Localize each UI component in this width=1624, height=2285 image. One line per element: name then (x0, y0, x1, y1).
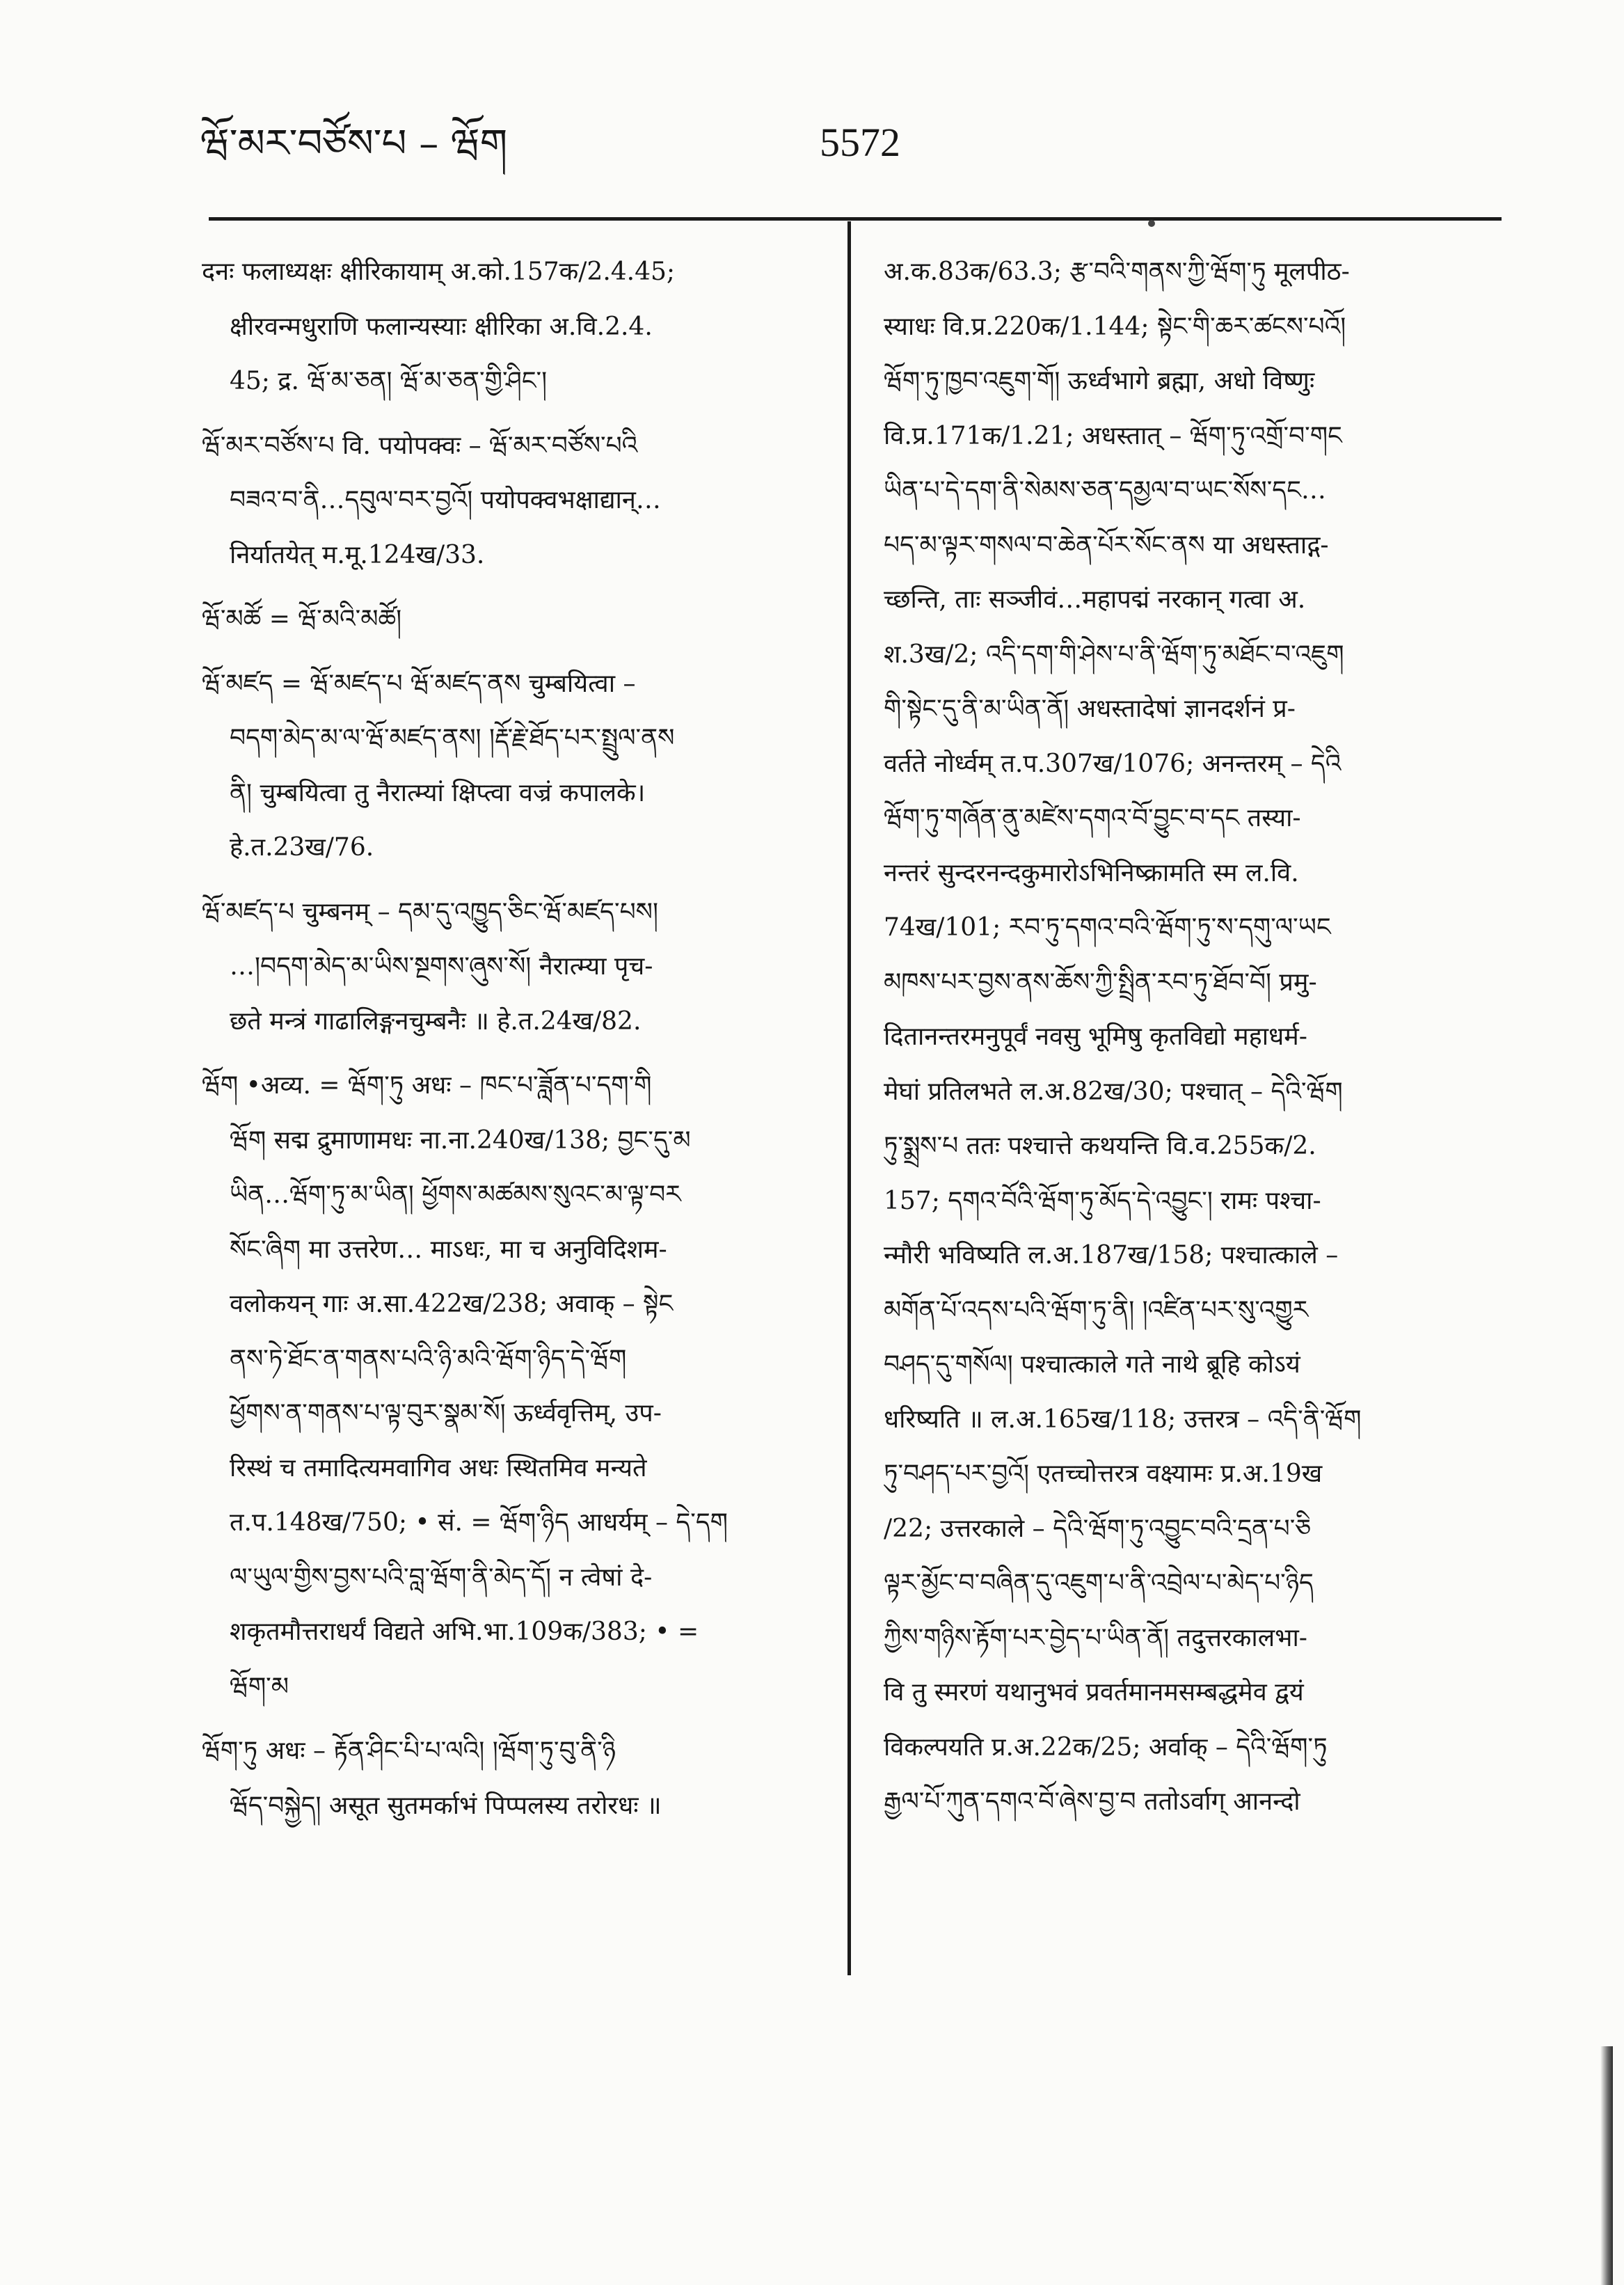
dictionary-entry (202, 1724, 828, 1833)
text-line: /22; उत्तरकाले – དེའི་ཝོག་ཏུ་འབྱུང་བའི་དྲན་པ་ཅི (884, 1514, 1312, 1543)
entry-line: निर्यातयेत् म.मू.124ख/33. (230, 540, 485, 569)
dictionary-entry (202, 245, 828, 409)
entry-line: त.प.148ख/750; • सं. = ཝོག་ཉིད आधर्यम् – དེ་དག (230, 1508, 729, 1537)
entry-line: रिस्थं च तमादित्यमवागिव अधः स्थितमिव मन्यते (230, 1453, 647, 1483)
column-divider (847, 221, 851, 1975)
header-rule (209, 217, 1502, 221)
entry-line: हे.त.23ख/76. (230, 833, 374, 862)
text-line: धरिष्यति ॥ ल.अ.165ख/118; उत्तरत्र – འདི་ནི་ཝོག (884, 1405, 1362, 1434)
text-line: 157; དགའ་བོའི་ཝོག་ཏུ་མོད་དེ་འབྱུང་། रामः पश्चा- (884, 1186, 1321, 1215)
text-line: མཁས་པར་བྱས་ནས་ཆོས་ཀྱི་སྤྲིན་རབ་ཏུ་ཐོབ་བོ། प्रमु- (884, 967, 1317, 997)
text-line: वि.प्र.171क/1.21; अधस्तात् – ཝོག་ཏུ་འགྲོ་བ་གང (884, 421, 1342, 450)
text-line: अ.क.83क/63.3; རྩ་བའི་གནས་ཀྱི་ཝོག་ཏུ मूलपीठ- (884, 258, 1350, 286)
text-line: རྒྱལ་པོ་ཀུན་དགའ་བོ་ཞེས་བྱ་བ ततोऽर्वाग् आनन्दो (884, 1787, 1300, 1816)
text-line: च्छन्ति, ताः सञ्जीवं…महापद्मं नरकान् गत्वा अ. (884, 585, 1306, 614)
text-line: श.3ख/2; འདི་དག་གི་ཤེས་པ་ནི་ཝོག་ཏུ་མཐོང་བ་འཇུག (884, 640, 1344, 669)
text-line: ལྟར་མྱོང་བ་བཞིན་དུ་འཇུག་པ་ནི་འབྲེལ་པ་མེད་པ་ཉིད (884, 1569, 1314, 1597)
entry-line: ལ་ཡུལ་གྱིས་བྱས་པའི་བླ་ཝོག་ནི་མེད་དོ། न त्वेषां दे- (230, 1563, 653, 1592)
entry-headline: ཝོག •अव्य. = ཝོག་ཏུ अधः – ཁང་པ་ཟློན་པ་དག་གི (202, 1071, 652, 1100)
text-line: न्मौरी भविष्यति ल.अ.187ख/158; पश्चात्काले – (884, 1241, 1339, 1270)
entry-line: छते मन्त्रं गाढालिङ्गनचुम्बनैः ॥ हे.त.24ख/82. (230, 1006, 642, 1036)
page-number: 5572 (820, 120, 900, 165)
entry-line: ཝོད་བསྐྱེད། असूत सुतमर्काभं पिप्पलस्य तरोरधः ॥ (230, 1791, 662, 1820)
entry-headline: ཝོག་ཏུ अधः – རྟོན་ཤིང་པི་པ་ལའི། །ཝོག་ཏུ་བུ་ནི་ཉི (202, 1737, 616, 1765)
text-line: विकल्पयति प्र.अ.22क/25; अर्वाक् – དེའི་ཝོག་ཏུ (884, 1732, 1328, 1762)
entry-headline: ཝོ་མཛད་པ चुम्बनम् – དམ་དུ་འཁྱུད་ཅིང་ཝོ་མཛད་པས། (202, 897, 658, 926)
entry-headline: ཝོ་མཛད = ཝོ་མཛད་པ ཝོ་མཛད་ནས चुम्बयित्वा – (202, 669, 636, 698)
entry-headline: ཝོ་མར་བཙོས་པ वि. पयोपक्वः – ཝོ་མར་བཙོས་པའི (202, 431, 638, 460)
entry-headline: ཝོ་མཚོ = ཝོ་མའི་མཚོ། (202, 605, 402, 633)
running-head: ཝོ་མར་བཙོས་པ – ཝོག (200, 121, 508, 166)
entry-line: 45; द्र. ཝོ་མ་ཅན། ཝོ་མ་ཅན་གྱི་ཤིང་། (230, 367, 548, 395)
entry-line: ཡིན…ཝོག་ཏུ་མ་ཡིན། ཕྱོགས་མཚམས་སུའང་མ་ལྟ་བར (230, 1180, 681, 1209)
text-line: ཝོག་ཏུ་ཁྱབ་འཇུག་གོ། ऊर्ध्वभागे ब्रह्मा, अधो विष्णुः (884, 367, 1315, 395)
text-line: བཤད་དུ་གསོལ། पश्चात्काले गते नाथे ब्रूहि कोऽयं (884, 1350, 1300, 1379)
entry-headline: दनः फलाध्यक्षः क्षीरिकायाम् अ.को.157क/2.4.45; (202, 258, 676, 286)
text-line: मेघां प्रतिलभते ल.अ.82ख/30; पश्चात् – དེའི་ཝོག (884, 1077, 1343, 1106)
entry-line: བཟའ་བ་ནི…དབུལ་བར་བྱའོ། पयोपक्वभक्षाद्यान्… (230, 486, 661, 514)
text-line: ཏུ་སྨྲས་པ ततः पश्चात्ते कथयन्ति वि.व.255क/2. (884, 1132, 1316, 1160)
text-line: པད་མ་ལྟར་གསལ་བ་ཆེན་པོར་སོང་ནས या अधस्ताद्ग- (884, 530, 1329, 560)
dictionary-entry (202, 1059, 828, 1714)
entry-line: བདག་མེད་མ་ལ་ཝོ་མཛད་ནས། །རྡོ་རྗེ་ཐོད་པར་སྤྲུལ་ནས (230, 724, 675, 752)
dictionary-entry (202, 419, 828, 583)
entry-line: ཕྱོགས་ན་གནས་པ་ལྟ་བུར་སྣམ་སོ། ऊर्ध्ववृत्तिम्, उप- (230, 1399, 662, 1428)
left-column (202, 245, 828, 1843)
entry-line: क्षीरवन्मधुराणि फलान्यस्याः क्षीरिका अ.वि.2.4. (230, 312, 653, 341)
entry-line: ཝོག सद्म द्रुमाणामधः ना.ना.240ख/138; བྱང་དུ་མ (230, 1125, 691, 1155)
text-line: स्याधः वि.प्र.220क/1.144; སྟེང་གི་ཆར་ཚངས་པའོ། (884, 312, 1346, 341)
entry-line: ཝོག་མ (230, 1672, 289, 1701)
text-line: ཝོག་ཏུ་གཞོན་ནུ་མཛེས་དགའ་བོ་བྱུང་བ་དང तस्या- (884, 804, 1301, 832)
stray-mark (1148, 220, 1155, 227)
entry-line: སོང་ཞིག मा उत्तरेण… माऽधः, मा च अनुविदिशम- (230, 1235, 667, 1264)
text-line: 74ख/101; རབ་ཏུ་དགའ་བའི་ཝོག་ཏུ་ས་དགུ་ལ་ཡང (884, 913, 1331, 942)
dictionary-entry (202, 885, 828, 1050)
entry-line: …།བདག་མེད་མ་ཡིས་སྔགས་ཞུས་སོ། नैरात्म्या पृच- (230, 952, 653, 981)
text-line: नन्तरं सुन्दरनन्दकुमारोऽभिनिष्क्रामति स्म ल.वि. (884, 858, 1299, 887)
text-line: ཡིན་པ་དེ་དག་ནི་སེམས་ཅན་དམྱལ་བ་ཡང་སོས་དང… (884, 476, 1326, 505)
dictionary-entry (202, 657, 828, 876)
text-line: གི་སྟེང་དུ་ནི་མ་ཡིན་ནོ། अधस्तादेषां ज्ञानदर्शनं प्र- (884, 695, 1296, 723)
right-column (884, 245, 1503, 1830)
text-line: दितानन्तरमनुपूर्वं नवसु भूमिषु कृतविद्यो महाधर्म- (884, 1022, 1307, 1051)
text-line: वि तु स्मरणं यथानुभवं प्रवर्तमानमसम्बद्धमेव द्वयं (884, 1678, 1304, 1707)
text-line: ཀྱིས་གཉིས་རྟོག་པར་བྱེད་པ་ཡིན་ནོ། तदुत्तरकालभा- (884, 1623, 1307, 1652)
text-line: वर्तते नोर्ध्वम् त.प.307ख/1076; अनन्तरम् – དེའི (884, 749, 1342, 778)
text-line: མགོན་པོ་འདས་པའི་ཝོག་ཏུ་ནི། །འཛིན་པར་སུ་འགྱུར (884, 1295, 1309, 1325)
entry-line: ནི། चुम्बयित्वा तु नैरात्म्यां क्षिप्त्वा वज्रं कपालके। (230, 778, 646, 807)
text-line: ཏུ་བཤད་པར་བྱའོ། एतच्चोत्तरत्र वक्ष्यामः प्र.अ.19ख (884, 1460, 1323, 1488)
entry-line: ནས་ཏེ་ཐོང་ན་གནས་པའི་ཉི་མའི་ཝོག་ཉིད་དེ་ཝོག (230, 1344, 627, 1373)
entry-line: शकृतमौत्तराधर्यं विद्यते अभि.भा.109क/383; • = (230, 1618, 699, 1646)
dictionary-entry (202, 592, 828, 647)
page-binding-edge (1600, 2046, 1613, 2285)
entry-line: वलोकयन् गाः अ.सा.422ख/238; अवाक् – སྟེང (230, 1290, 674, 1318)
